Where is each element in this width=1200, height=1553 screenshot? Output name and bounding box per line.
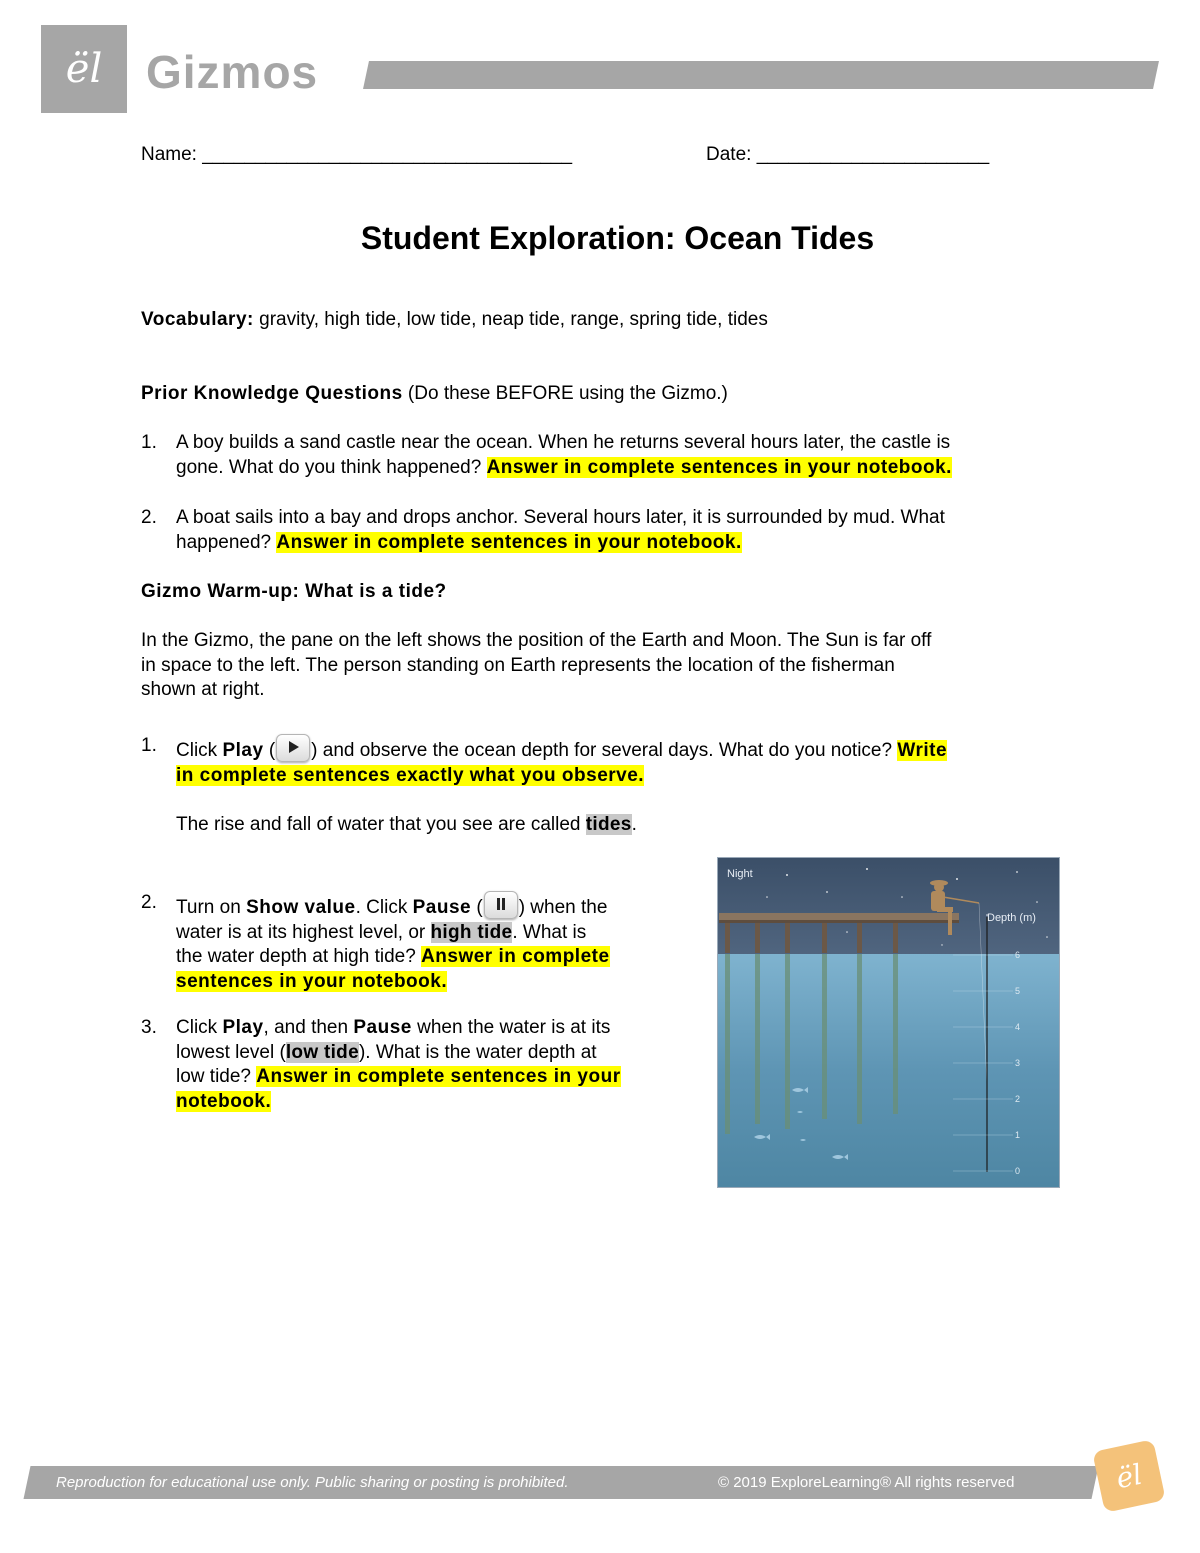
answer-instruction: Answer in complete sentences in your notebook. xyxy=(486,456,952,478)
prior-question-2: 2. A boat sails into a bay and drops anchor. Several hours later, it is surrounded by mud. What happened? Answer in complete sentences in your notebook. xyxy=(141,507,945,553)
tides-term: tides xyxy=(585,814,632,835)
ocean-tides-gizmo-image xyxy=(717,857,1060,1188)
prior-knowledge-heading: Prior Knowledge Questions (Do these BEFORE using the Gizmo.) xyxy=(141,383,728,404)
depth-tick-label: 1 xyxy=(1015,1130,1021,1140)
explorelearning-logo-icon: ël xyxy=(41,25,127,113)
page-title: Student Exploration: Ocean Tides xyxy=(360,220,875,256)
high-tide-term: high tide xyxy=(430,921,513,943)
depth-tick-label: 3 xyxy=(1015,1058,1021,1068)
pause-button-icon xyxy=(484,891,518,919)
answer-instruction: Answer in complete sentences in your notebook. xyxy=(276,531,742,553)
depth-tick-label: 2 xyxy=(1015,1094,1021,1104)
prior-question-1: 1. A boy builds a sand castle near the ocean. When he returns several hours later, the castle is gone. What do you think happened? Answer in complete sentences in your notebook. xyxy=(141,432,952,478)
warmup-question-3: 3. Click Play, and then Pause when the water is at its lowest level (low tide). What is the water depth at low tide? Answer in complete sentences in your notebook. xyxy=(141,1017,621,1112)
depth-tick-label: 6 xyxy=(1015,950,1021,960)
date-field: Date: ______________________ xyxy=(706,144,990,165)
night-sky xyxy=(718,858,1059,955)
warmup-intro: In the Gizmo, the pane on the left shows the position of the Earth and Moon. The Sun is far off in space to the left. The person standing on Earth represents the location of the fisherman shown at right. xyxy=(141,630,932,700)
warmup-heading: Gizmo Warm-up: What is a tide? xyxy=(141,581,447,602)
low-tide-term: low tide xyxy=(285,1041,359,1063)
name-field: Name: ___________________________________ xyxy=(141,144,573,165)
footer-copyright: © 2019 ExploreLearning® All rights reserved xyxy=(718,1474,1015,1491)
vocabulary: Vocabulary: gravity, high tide, low tide, neap tide, range, spring tide, tides xyxy=(141,309,768,330)
depth-tick-label: 5 xyxy=(1015,986,1021,996)
explorelearning-logo-icon: ël xyxy=(1092,1439,1166,1513)
depth-tick-label: 0 xyxy=(1015,1166,1021,1176)
depth-axis-label: Depth (m) xyxy=(987,912,1036,924)
footer-notice: Reproduction for educational use only. Public sharing or posting is prohibited. xyxy=(56,1474,569,1491)
brand-name: Gizmos xyxy=(146,46,319,98)
warmup-question-2: 2. Turn on Show value. Click Pause ( ) when the water is at its highest level, or high tide. What is the water depth at high tide? Answer in complete sentences in your notebook. xyxy=(141,892,610,992)
header-bar xyxy=(363,61,1159,89)
warmup-question-1: 1. Click Play ( ) and observe the ocean depth for several days. What do you notice? Write in complete sentences exactly what you observe. The rise and fall of water that you see are called tides. xyxy=(141,735,948,835)
play-button-icon xyxy=(276,734,310,762)
time-label: Night xyxy=(727,868,753,880)
depth-tick-label: 4 xyxy=(1015,1022,1021,1032)
ocean-water xyxy=(718,954,1059,1187)
